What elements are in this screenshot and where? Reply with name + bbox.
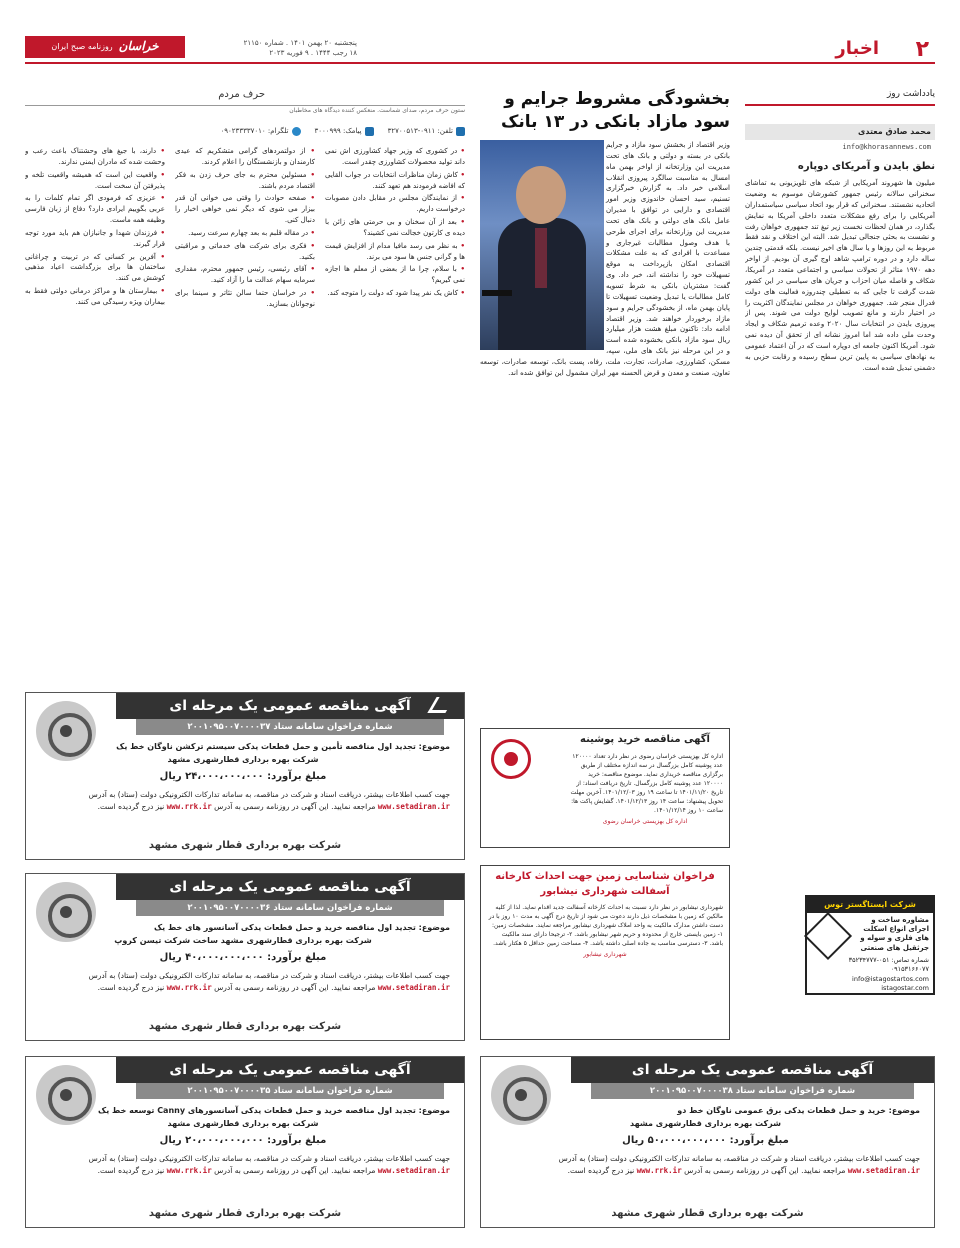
main-article-photo — [480, 140, 604, 350]
note-item: • صفحه حوادث را وقتی می خوانی آن قدر بیزار می شوی که دیگر نمی خواهی اخبار را دنبال کنی. — [175, 194, 315, 225]
readers-voice-title: حرف مردم — [25, 88, 465, 106]
tender-heading: آگهی مناقصه عمومی یک مرحله ای — [116, 693, 464, 719]
tender-call-number: شماره فراخوان سامانه ستاد ۲۰۰۱۰۹۵۰۰۷۰۰۰۰۳۷ — [136, 719, 444, 735]
tender-organization: شرکت بهره برداری قطارشهری مشهد — [167, 754, 319, 764]
note-item: • در خراسان حتما سالن تئاتر و سینما برای نوجوانان بسازید. — [175, 289, 315, 308]
company-website: istagostar.com — [881, 983, 929, 992]
brand-tagline: روزنامه صبح ایران — [51, 42, 113, 52]
setad-link[interactable]: www.setadiran.ir — [377, 982, 450, 992]
note-item: • فکری برای شرکت های خدماتی و مراقبتی بکنید. — [175, 241, 315, 261]
issue-info — [197, 38, 357, 58]
main-article-text: وزیر اقتصاد از بخشش سود مازاد و جرایم بانکی در بسته و دولتی و بانک های تحت مدیریت این وزارتخانه از اواخر بهمن ماه امسال به مناسبت سالگرد پیروزی انقلاب اسلامی خبر داد. به گزارش خبرگزاری تسنیم، سید احسان خاندوزی وزیر امور اقتصادی و دارایی در توافق با مدیران عامل بانک های دولتی و بانک های تحت مدیریت این وزارتخانه برای اجرای طرحی با هدف وصول مطالبات غیرجاری و مساعدت با افرادی که به علت مشکلات اقتصادی امکان بازپرداخت به موقع تسهیلات خود را نداشته اند، خبر داد. وی گفت: مشتریان بانکی به شرط تسویه کامل مطالبات یا تبدیل وضعیت تسهیلات تا پایان بهمن ماه، از بخشودگی جرایم و سود مازاد برخوردار خواهند شد. وزیر اقتصاد ادامه داد: تاکنون مبلغ هشت هزار میلیارد ریال سود مازاد بانکی بخشوده شده است و در این مرحله نیز بانک های ملی، سپه، مسکن، کشاورزی، صادرات، تجارت، ملت، رفاه، پست بانک، توسعه صادرات، توسعه تعاون، صنعت و معدن و قرض الحسنه مهر ایران مشمول این توافق شده اند. — [480, 141, 730, 377]
tender-heading: آگهی مناقصه عمومی یک مرحله ای — [116, 874, 464, 900]
note-item: • از نمایندگان مجلس در مقابل دادن مصوبات درخواست داریم. — [325, 194, 465, 214]
contact-telegram[interactable]: تلگرام: ۰۹۰۲۳۳۳۳۷۰۱۰ — [221, 126, 301, 140]
tender-organization: شرکت بهره برداری قطارشهری مشهد — [167, 1118, 319, 1128]
author-email[interactable]: info@khorasannews.com — [842, 142, 931, 151]
note-item: • در کشوری که وزیر جهاد کشاورزی اش نمی داند تولید محصولات کشاورزی چقدر است. — [325, 147, 465, 166]
company-email: info@istagostartos.com — [852, 974, 929, 983]
tender-ad-2[interactable] — [25, 873, 465, 1041]
contact-bar — [25, 126, 465, 140]
note-item: • در مقاله قلبم به بعد چهارم سرعت رسید. — [188, 228, 315, 237]
rrk-link[interactable]: www.rrk.ir — [166, 801, 212, 811]
land-call-ad[interactable] — [480, 865, 730, 1040]
tender-footer: جهت کسب اطلاعات بیشتر، دریافت اسناد و شرکت در مناقصه، به سامانه تدارکات الکترونیکی دولت (ستاد) به آدرس www.setadiran.ir مراجعه نمایید. این آگهی در روزنامه رسمی به آدرس www.rrk.ir نیز درج گردیده است. — [88, 1153, 450, 1175]
bid-ad-body: اداره کل بهزیستی خراسان رضوی در نظر دارد تعداد ۱۲۰۰۰۰ عدد پوشینه کامل بزرگسال در سه اندازه مختلف از طریق برگزاری مناقصه خریداری نماید. موضوع مناقصه: خرید ۱۲۰۰۰۰ عدد پوشینه کامل بزرگسال. تاریخ دریافت اسناد: از تاریخ ۱۴۰۱/۱۱/۲۰ تا ساعت ۱۹ روز ۱۴۰۱/۱۲/۰۳. آخرین مهلت تحویل پیشنهاد: ساعت ۱۴ روز ۱۴۰۱/۱۲/۱۳. گشایش پاکت ها: ساعت ۱۰ روز ۱۴۰۱/۱۲/۱۴. — [570, 752, 723, 814]
header-divider — [25, 62, 935, 64]
tender-footer: جهت کسب اطلاعات بیشتر، دریافت اسناد و شرکت در مناقصه، به سامانه تدارکات الکترونیکی دولت (ستاد) به آدرس www.setadiran.ir مراجعه نمایید. این آگهی در روزنامه رسمی به آدرس www.rrk.ir نیز درج گردیده است. — [88, 789, 450, 811]
setad-link[interactable]: www.setadiran.ir — [847, 1165, 920, 1175]
bid-ad-title: آگهی مناقصه خرید پوشینه — [580, 734, 710, 745]
tender-ad-3[interactable] — [25, 1056, 465, 1228]
rrk-link[interactable]: www.rrk.ir — [166, 1165, 212, 1175]
land-call-signature: شهرداری نیشابور — [583, 951, 627, 958]
tender-amount: مبلغ برآورد: ۵۰،۰۰۰،۰۰۰،۰۰۰ ریال — [622, 1134, 789, 1146]
contact-sms[interactable]: پیامک: ۳۰۰۰۹۹۹ — [315, 126, 374, 140]
note-item: • عزیزی که فرمودی اگر تمام کلمات را به عربی بگوییم ایرادی دارد؟ دفاع از زبان فارسی وظیفه همه ماست. — [25, 194, 165, 225]
tender-amount: مبلغ برآورد: ۲۰،۰۰۰،۰۰۰،۰۰۰ ریال — [159, 1134, 327, 1146]
tender-amount: مبلغ برآورد: ۲۴،۰۰۰،۰۰۰،۰۰۰ ریال — [159, 770, 327, 782]
tender-subject: موضوع: خرید و حمل قطعات یدکی برق عمومی ناوگان خط دو — [677, 1106, 920, 1115]
sms-icon — [365, 127, 374, 136]
rrk-link[interactable]: www.rrk.ir — [636, 1165, 682, 1175]
editorial-label: یادداشت روز — [745, 88, 935, 106]
tender-amount: مبلغ برآورد: ۴۰،۰۰۰،۰۰۰،۰۰۰ ریال — [159, 951, 327, 963]
main-article — [480, 88, 730, 718]
note-item: • مسئولین محترم به جای حرف زدن به فکر اقتصاد مردم باشند. — [175, 170, 315, 190]
bid-ad[interactable] — [480, 728, 730, 848]
editorial-title: نطق بایدن و آمریکای دوپاره — [797, 160, 935, 172]
welfare-logo-icon — [491, 739, 531, 779]
company-ad[interactable] — [805, 895, 935, 995]
company-phone-1: شماره تماس: ۰۵۱-۳۵۲۳۴۷۷۷ — [848, 956, 929, 965]
tender-subject: موضوع: تجدید اول مناقصه تأمین و حمل قطعات یدکی سیستم ترکشن ناوگان خط یک — [116, 742, 450, 751]
readers-voice-body — [25, 146, 465, 686]
readers-voice-subtitle: ستون حرف مردم، صدای شماست. منعکس کننده دیدگاه های مخاطبان — [289, 107, 465, 114]
issue-date-other: ۱۸ رجب ۱۴۴۴ . ۹ فوریه ۲۰۲۳ — [269, 49, 357, 58]
note-item: • بعد از آن سخنان و بی حرمتی های زائن با دیده ی کارتون خجالت نمی کشیند؟ — [325, 218, 465, 237]
tender-call-number: شماره فراخوان سامانه ستاد ۲۰۰۱۰۹۵۰۰۷۰۰۰۰۳۸ — [591, 1083, 914, 1099]
note-item: • به نظر می رسد مافیا مدام از افزایش قیمت ها و گرانی جنس ها سود می برند. — [325, 241, 465, 261]
note-item: • آقای رئیسی، رئیس جمهور محترم، مقداری سرمایه سهام عدالت ما را آزاد کنید. — [175, 265, 315, 285]
note-item: • فرزندان شهدا و جانبازان هم باید مورد توجه قرار گیرند. — [25, 228, 165, 248]
tender-ad-1[interactable] — [25, 692, 465, 860]
main-headline: بخشودگی مشروط جرایم و سود مازاد بانکی در ۱۳ بانک — [500, 89, 730, 132]
tender-call-number: شماره فراخوان سامانه ستاد ۲۰۰۱۰۹۵۰۰۷۰۰۰۰۳۵ — [136, 1083, 444, 1099]
note-item: • با سلام، چرا ما از بعضی از معلم ها اجازه نمی گیریم؟ — [325, 265, 465, 285]
tender-heading: آگهی مناقصه عمومی یک مرحله ای — [116, 1057, 464, 1083]
note-item: • آفرین بر کسانی که در تربیت و چراغانی ساختمان ها برای بزرگداشت اعیاد مذهبی کوشش می کنند. — [25, 252, 165, 283]
setad-link[interactable]: www.setadiran.ir — [377, 801, 450, 811]
issue-date-persian: پنجشنبه ۲۰ بهمن ۱۴۰۱ . شماره ۲۱۱۵۰ — [243, 39, 357, 47]
notes-column-1 — [25, 146, 165, 686]
microphone-icon — [482, 290, 512, 296]
telegram-icon — [292, 127, 301, 136]
notes-column-2 — [175, 146, 315, 686]
note-item: • واقعیت این است که همیشه واقعیت تلخه و پذیرفتن آن سخت است. — [25, 170, 165, 190]
tender-ad-4[interactable] — [480, 1056, 935, 1228]
tender-subject: موضوع: تجدید اول مناقصه خرید و حمل قطعات یدکی آسانسورهای Canny توسعه خط یک — [98, 1106, 450, 1115]
tender-organization: شرکت بهره برداری قطارشهری مشهد ساخت شرکت تیسن کروپ — [114, 935, 372, 945]
readers-voice — [25, 88, 465, 686]
phone-icon — [456, 127, 465, 136]
editorial-column — [745, 88, 935, 728]
note-item: • دارند، با جیغ های وحشتناک باعث رعب و وحشت شده که مادران ایمنی ندارند. — [25, 147, 165, 166]
company-logo-icon — [804, 912, 852, 960]
note-item: • از دولتمردهای گرامی متشکریم که عیدی کارمندان و بازنشستگان را اعلام کردند. — [175, 147, 315, 166]
brand-logo — [25, 36, 185, 58]
tender-call-number: شماره فراخوان سامانه ستاد ۲۰۰۱۰۹۵۰۰۷۰۰۰۰۳۶ — [136, 900, 444, 916]
company-services: مشاوره ساخت و اجرای انواع اسکلت های فلزی و سوله و جرثقیل های صنعتی — [860, 915, 929, 952]
editorial-body: میلیون ها شهروند آمریکایی از شبکه های تلویزیونی به تماشای سخنرانی سالانه رئیس جمهور کشورشان موسوم به وضعیت اتحادیه نشستند. سخنرانی که قرار بود اتحاد سیاسی سیاستمداران آمریکایی را برای رفع مشکلات متعدد داخلی آمریکا به نمایش بگذارد، در همان لحظات نخست زیر تیغ تند جمهوری خواهان رفت و نشست به بحثی جنجالی تبدیل شد. البته این اختلاف و نقد فقط مربوط به این روزها و یا سال های اخیر نیست. بلکه قدمتی چندین ساله دارد و در دوره ترامپ شاهد اوج گیری آن بودیم. از اواخر دهه ۱۹۷۰ متاثر از تحولات سیاسی و اجتماعی متعدد در آمریکا، شکاف و فاصله میان احزاب و جریان های سیاسی در این کشور شدت گرفت تا جایی که به تعطیلی چندروزه فعالیت های دولت فدرال منجر شد. جمهوری خواهان در مجلس نمایندگان اکثریت را در اختیار دارند و مانع تصویب لوایح دولت می شوند. پس از پیروزی بایدن در انتخابات سال ۲۰۲۰ وعده ترمیم شکاف و ایجاد وحدت ملی داده شد اما امروز نشانه ای از تحقق آن دیده نمی شود. آمریکا اکنون جامعه ای دوپاره است که در آن اعتماد عمومی به نهادهای سیاسی به پایین ترین سطح رسیده و رقابت حزبی به دشمنی تبدیل شده است. — [745, 179, 935, 372]
notes-column-3 — [325, 146, 465, 686]
tender-signature: شرکت بهره برداری قطار شهری مشهد — [148, 839, 342, 851]
tender-footer: جهت کسب اطلاعات بیشتر، دریافت اسناد و شرکت در مناقصه، به سامانه تدارکات الکترونیکی دولت (ستاد) به آدرس www.setadiran.ir مراجعه نمایید. این آگهی در روزنامه رسمی به آدرس www.rrk.ir نیز درج گردیده است. — [558, 1153, 920, 1175]
land-call-body: شهرداری نیشابور در نظر دارد نسبت به احداث کارخانه آسفالت جدید اقدام نماید. لذا از کلیه مالکین که زمین با مشخصات ذیل دارند دعوت می شود از تاریخ درج آگهی به مدت ۱۰ روز با در دست داشتن مدارک مالکیت به واحد املاک شهرداری نیشابور مراجعه نمایند. مشخصات زمین: ۱- زمین بایستی خارج از محدوده و حریم شهر نیشابور باشد. ۲- ترجیحا دارای سند مالکیت باشد. ۳- دسترسی مناسب به جاده اصلی داشته باشد. ۴- مساحت زمین حداقل ۵ هکتار باشد. — [488, 904, 723, 947]
tender-footer: جهت کسب اطلاعات بیشتر، دریافت اسناد و شرکت در مناقصه، به سامانه تدارکات الکترونیکی دولت (ستاد) به آدرس www.setadiran.ir مراجعه نمایید. این آگهی در روزنامه رسمی به آدرس www.rrk.ir نیز درج گردیده است. — [88, 970, 450, 992]
company-title: شرکت ایستاگستر توس — [807, 897, 933, 913]
note-item: • کاش زمان مناظرات انتخابات در جواب القایی که افاضه فرمودند هم تعهد کنند. — [325, 170, 465, 190]
brand-name: خراسان — [118, 39, 159, 54]
rrk-link[interactable]: www.rrk.ir — [166, 982, 212, 992]
author-name: محمد صادق معتدی — [745, 124, 935, 140]
tender-signature: شرکت بهره برداری قطار شهری مشهد — [611, 1207, 804, 1219]
setad-link[interactable]: www.setadiran.ir — [377, 1165, 450, 1175]
land-call-title: فراخوان شناسایی زمین جهت احداث کارخانه آسفالت شهرداری نیشابور — [495, 871, 715, 897]
tender-subject: موضوع: تجدید اول مناقصه خرید و حمل قطعات یدکی آسانسور های خط یک — [153, 923, 450, 932]
page-number: ۲ — [915, 37, 929, 62]
contact-phone[interactable]: تلفن: ۰۹۱۱-۳۲۷۰۰۵۱۳ — [388, 126, 465, 140]
tender-signature: شرکت بهره برداری قطار شهری مشهد — [148, 1207, 342, 1219]
tender-signature: شرکت بهره برداری قطار شهری مشهد — [148, 1020, 342, 1032]
bid-ad-signature: اداره کل بهزیستی خراسان رضوی — [602, 817, 688, 825]
tender-organization: شرکت بهره برداری قطارشهری مشهد — [630, 1118, 781, 1128]
note-item: • بیمارستان ها و مراکز درمانی دولتی فقط به بیماران ویژه رسیدگی می کنند. — [25, 287, 165, 306]
note-item: • کاش یک نفر پیدا شود که دولت را متوجه کند. — [327, 289, 465, 298]
tender-heading: آگهی مناقصه عمومی یک مرحله ای — [571, 1057, 934, 1083]
company-phone-2: ۰۹۱۵۳۱۶۶۰۷۷ — [890, 965, 929, 974]
section-title: اخبار — [835, 38, 879, 59]
